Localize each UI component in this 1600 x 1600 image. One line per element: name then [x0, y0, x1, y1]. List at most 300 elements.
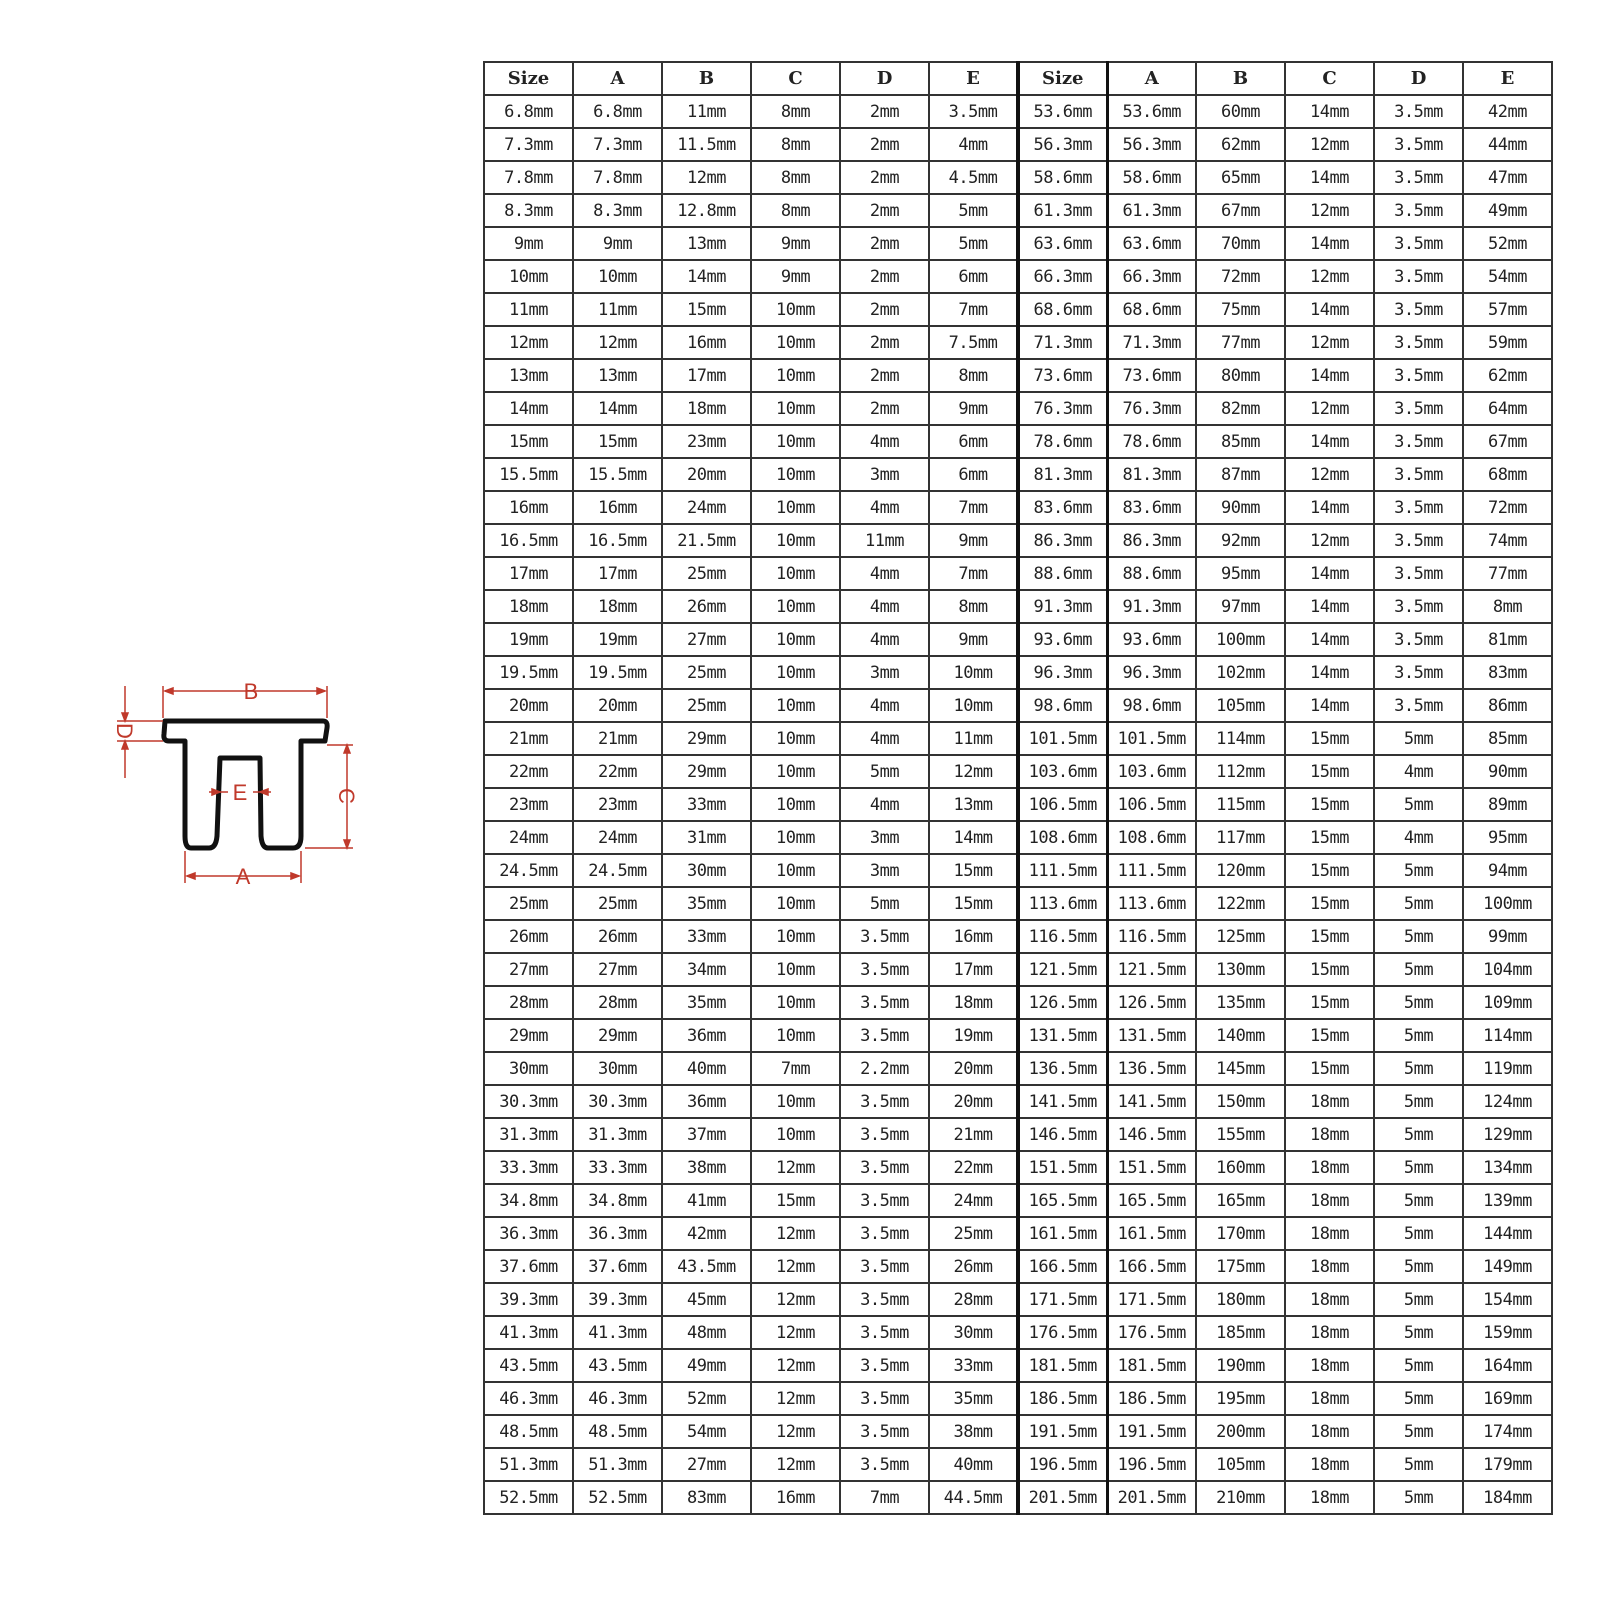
table-cell: 33mm [662, 788, 751, 821]
table-cell: 17mm [484, 557, 573, 590]
table-cell: 98.6mm [1107, 689, 1196, 722]
table-cell: 14mm [929, 821, 1018, 854]
table-cell: 2mm [840, 293, 929, 326]
table-cell: 18mm [1285, 1217, 1374, 1250]
table-cell: 3.5mm [1374, 557, 1463, 590]
table-cell: 106.5mm [1018, 788, 1107, 821]
table-cell: 166.5mm [1107, 1250, 1196, 1283]
table-cell: 11mm [573, 293, 662, 326]
table-cell: 7.8mm [484, 161, 573, 194]
table-cell: 18mm [1285, 1184, 1374, 1217]
table-row [484, 1448, 1552, 1481]
table-cell: 46.3mm [484, 1382, 573, 1415]
table-cell: 25mm [662, 557, 751, 590]
table-cell: 26mm [573, 920, 662, 953]
table-row [484, 95, 1552, 128]
table-cell: 53.6mm [1018, 95, 1107, 128]
table-cell: 3.5mm [840, 1019, 929, 1052]
table-cell: 20mm [484, 689, 573, 722]
table-cell: 71.3mm [1107, 326, 1196, 359]
table-cell: 10mm [751, 491, 840, 524]
table-cell: 30mm [484, 1052, 573, 1085]
table-cell: 72mm [1463, 491, 1552, 524]
table-cell: 2mm [840, 161, 929, 194]
table-cell: 30mm [573, 1052, 662, 1085]
table-cell: 10mm [751, 854, 840, 887]
table-cell: 68.6mm [1018, 293, 1107, 326]
table-cell: 108.6mm [1107, 821, 1196, 854]
table-cell: 124mm [1463, 1085, 1552, 1118]
table-cell: 4mm [840, 623, 929, 656]
table-cell: 58.6mm [1107, 161, 1196, 194]
table-cell: 135mm [1196, 986, 1285, 1019]
table-cell: 67mm [1196, 194, 1285, 227]
column-header: E [929, 62, 1018, 95]
table-cell: 81mm [1463, 623, 1552, 656]
table-cell: 2mm [840, 359, 929, 392]
table-cell: 146.5mm [1018, 1118, 1107, 1151]
column-header: D [840, 62, 929, 95]
table-cell: 60mm [1196, 95, 1285, 128]
table-cell: 114mm [1196, 722, 1285, 755]
table-cell: 48mm [662, 1316, 751, 1349]
table-cell: 10mm [751, 1118, 840, 1151]
table-cell: 17mm [929, 953, 1018, 986]
table-cell: 20mm [662, 458, 751, 491]
table-cell: 139mm [1463, 1184, 1552, 1217]
column-header: B [662, 62, 751, 95]
table-cell: 16mm [484, 491, 573, 524]
table-cell: 131.5mm [1107, 1019, 1196, 1052]
table-cell: 18mm [484, 590, 573, 623]
table-cell: 113.6mm [1018, 887, 1107, 920]
table-cell: 8mm [751, 161, 840, 194]
table-cell: 106.5mm [1107, 788, 1196, 821]
table-cell: 5mm [1374, 986, 1463, 1019]
table-cell: 100mm [1463, 887, 1552, 920]
table-cell: 3.5mm [1374, 392, 1463, 425]
table-cell: 43.5mm [662, 1250, 751, 1283]
table-cell: 184mm [1463, 1481, 1552, 1514]
table-cell: 4mm [840, 788, 929, 821]
table-row [484, 227, 1552, 260]
table-cell: 48.5mm [573, 1415, 662, 1448]
table-cell: 15mm [929, 887, 1018, 920]
table-cell: 78.6mm [1018, 425, 1107, 458]
table-row [484, 128, 1552, 161]
t-plug-dimension-diagram [105, 678, 365, 908]
table-cell: 5mm [1374, 788, 1463, 821]
table-cell: 12mm [751, 1316, 840, 1349]
table-cell: 117mm [1196, 821, 1285, 854]
table-cell: 30mm [662, 854, 751, 887]
table-cell: 10mm [751, 755, 840, 788]
table-cell: 131.5mm [1018, 1019, 1107, 1052]
table-cell: 19.5mm [484, 656, 573, 689]
table-cell: 12mm [1285, 392, 1374, 425]
table-cell: 14mm [1285, 623, 1374, 656]
table-cell: 81.3mm [1018, 458, 1107, 491]
table-cell: 103.6mm [1107, 755, 1196, 788]
table-body [484, 95, 1552, 1514]
table-cell: 97mm [1196, 590, 1285, 623]
table-cell: 39.3mm [484, 1283, 573, 1316]
table-cell: 26mm [662, 590, 751, 623]
table-cell: 68mm [1463, 458, 1552, 491]
table-cell: 12mm [751, 1349, 840, 1382]
table-row [484, 623, 1552, 656]
table-cell: 36mm [662, 1019, 751, 1052]
table-cell: 103.6mm [1018, 755, 1107, 788]
table-cell: 75mm [1196, 293, 1285, 326]
table-cell: 10mm [751, 392, 840, 425]
table-cell: 47mm [1463, 161, 1552, 194]
table-cell: 159mm [1463, 1316, 1552, 1349]
table-cell: 28mm [929, 1283, 1018, 1316]
table-cell: 96.3mm [1107, 656, 1196, 689]
table-cell: 185mm [1196, 1316, 1285, 1349]
table-cell: 102mm [1196, 656, 1285, 689]
table-row [484, 1019, 1552, 1052]
table-row [484, 1184, 1552, 1217]
table-cell: 3.5mm [840, 920, 929, 953]
table-cell: 5mm [1374, 1316, 1463, 1349]
table-cell: 76.3mm [1018, 392, 1107, 425]
table-cell: 3.5mm [1374, 656, 1463, 689]
table-cell: 25mm [484, 887, 573, 920]
table-cell: 27mm [662, 1448, 751, 1481]
table-cell: 3.5mm [840, 953, 929, 986]
table-cell: 2mm [840, 326, 929, 359]
table-cell: 160mm [1196, 1151, 1285, 1184]
table-cell: 56.3mm [1107, 128, 1196, 161]
table-cell: 19.5mm [573, 656, 662, 689]
table-cell: 5mm [1374, 953, 1463, 986]
table-cell: 12.8mm [662, 194, 751, 227]
table-cell: 73.6mm [1018, 359, 1107, 392]
table-cell: 3.5mm [1374, 590, 1463, 623]
table-cell: 3.5mm [840, 1349, 929, 1382]
table-cell: 8mm [751, 194, 840, 227]
table-cell: 14mm [1285, 425, 1374, 458]
table-row [484, 755, 1552, 788]
table-cell: 3.5mm [840, 1448, 929, 1481]
table-cell: 72mm [1196, 260, 1285, 293]
dimension-label-a: A [235, 864, 251, 889]
table-cell: 8.3mm [573, 194, 662, 227]
table-cell: 66.3mm [1107, 260, 1196, 293]
table-cell: 14mm [1285, 293, 1374, 326]
table-cell: 4mm [840, 722, 929, 755]
table-cell: 201.5mm [1107, 1481, 1196, 1514]
table-cell: 171.5mm [1107, 1283, 1196, 1316]
column-header: A [1107, 62, 1196, 95]
table-cell: 116.5mm [1107, 920, 1196, 953]
table-cell: 7.3mm [573, 128, 662, 161]
table-cell: 111.5mm [1107, 854, 1196, 887]
table-cell: 7mm [929, 557, 1018, 590]
table-cell: 176.5mm [1107, 1316, 1196, 1349]
table-cell: 31.3mm [573, 1118, 662, 1151]
table-cell: 64mm [1463, 392, 1552, 425]
table-cell: 23mm [662, 425, 751, 458]
table-cell: 104mm [1463, 953, 1552, 986]
table-cell: 8mm [929, 359, 1018, 392]
table-cell: 28mm [484, 986, 573, 1019]
table-cell: 4mm [840, 491, 929, 524]
table-cell: 26mm [484, 920, 573, 953]
table-cell: 86mm [1463, 689, 1552, 722]
table-cell: 4mm [929, 128, 1018, 161]
table-row [484, 986, 1552, 1019]
table-cell: 93.6mm [1107, 623, 1196, 656]
table-cell: 150mm [1196, 1085, 1285, 1118]
table-cell: 145mm [1196, 1052, 1285, 1085]
table-cell: 12mm [573, 326, 662, 359]
table-row [484, 1118, 1552, 1151]
table-cell: 63.6mm [1107, 227, 1196, 260]
table-cell: 13mm [929, 788, 1018, 821]
table-cell: 61.3mm [1107, 194, 1196, 227]
table-cell: 114mm [1463, 1019, 1552, 1052]
table-row [484, 887, 1552, 920]
table-cell: 3.5mm [840, 1250, 929, 1283]
table-cell: 6.8mm [573, 95, 662, 128]
table-cell: 16mm [662, 326, 751, 359]
table-cell: 25mm [929, 1217, 1018, 1250]
table-cell: 3mm [840, 656, 929, 689]
table-cell: 15mm [1285, 1052, 1374, 1085]
table-cell: 41.3mm [484, 1316, 573, 1349]
table-cell: 42mm [1463, 95, 1552, 128]
table-row [484, 1151, 1552, 1184]
table-cell: 44mm [1463, 128, 1552, 161]
table-cell: 96.3mm [1018, 656, 1107, 689]
table-cell: 134mm [1463, 1151, 1552, 1184]
table-cell: 121.5mm [1018, 953, 1107, 986]
table-cell: 18mm [1285, 1448, 1374, 1481]
table-cell: 18mm [1285, 1085, 1374, 1118]
table-cell: 10mm [929, 689, 1018, 722]
table-cell: 5mm [1374, 1481, 1463, 1514]
table-cell: 14mm [1285, 557, 1374, 590]
table-row [484, 1349, 1552, 1382]
table-cell: 10mm [751, 359, 840, 392]
size-specification-table [483, 61, 1553, 1515]
table-cell: 34.8mm [484, 1184, 573, 1217]
table-cell: 126.5mm [1018, 986, 1107, 1019]
table-cell: 15mm [1285, 788, 1374, 821]
table-cell: 71.3mm [1018, 326, 1107, 359]
column-header: C [751, 62, 840, 95]
table-cell: 15.5mm [484, 458, 573, 491]
table-cell: 140mm [1196, 1019, 1285, 1052]
table-cell: 34.8mm [573, 1184, 662, 1217]
table-cell: 17mm [573, 557, 662, 590]
table-cell: 27mm [662, 623, 751, 656]
table-cell: 21mm [573, 722, 662, 755]
table-cell: 45mm [662, 1283, 751, 1316]
dimension-label-d: D [112, 723, 137, 739]
table-cell: 111.5mm [1018, 854, 1107, 887]
table-cell: 52mm [662, 1382, 751, 1415]
table-cell: 141.5mm [1107, 1085, 1196, 1118]
table-cell: 5mm [840, 887, 929, 920]
table-cell: 10mm [751, 1085, 840, 1118]
table-cell: 62mm [1196, 128, 1285, 161]
table-cell: 22mm [484, 755, 573, 788]
table-row [484, 722, 1552, 755]
table-cell: 56.3mm [1018, 128, 1107, 161]
table-cell: 10mm [751, 524, 840, 557]
table-cell: 165.5mm [1107, 1184, 1196, 1217]
table-row [484, 392, 1552, 425]
table-cell: 9mm [573, 227, 662, 260]
column-header: Size [484, 62, 573, 95]
table-cell: 5mm [1374, 920, 1463, 953]
table-cell: 10mm [751, 920, 840, 953]
table-cell: 15mm [1285, 755, 1374, 788]
table-cell: 3.5mm [1374, 326, 1463, 359]
table-cell: 14mm [1285, 227, 1374, 260]
column-header: D [1374, 62, 1463, 95]
table-cell: 38mm [662, 1151, 751, 1184]
table-cell: 7.5mm [929, 326, 1018, 359]
table-cell: 3mm [840, 458, 929, 491]
table-cell: 13mm [662, 227, 751, 260]
column-header: E [1463, 62, 1552, 95]
dimension-label-c: C [334, 788, 359, 804]
table-cell: 20mm [929, 1052, 1018, 1085]
table-row [484, 821, 1552, 854]
table-cell: 10mm [751, 425, 840, 458]
table-cell: 30.3mm [484, 1085, 573, 1118]
table-cell: 176.5mm [1018, 1316, 1107, 1349]
table-cell: 15mm [1285, 986, 1374, 1019]
table-cell: 170mm [1196, 1217, 1285, 1250]
table-row [484, 260, 1552, 293]
table-cell: 53.6mm [1107, 95, 1196, 128]
table-cell: 30.3mm [573, 1085, 662, 1118]
table-cell: 25mm [573, 887, 662, 920]
table-cell: 100mm [1196, 623, 1285, 656]
table-row [484, 689, 1552, 722]
table-row [484, 953, 1552, 986]
table-cell: 87mm [1196, 458, 1285, 491]
table-row [484, 1283, 1552, 1316]
table-cell: 113.6mm [1107, 887, 1196, 920]
table-cell: 83.6mm [1018, 491, 1107, 524]
table-cell: 86.3mm [1107, 524, 1196, 557]
table-cell: 9mm [484, 227, 573, 260]
table-cell: 33mm [662, 920, 751, 953]
table-cell: 14mm [1285, 491, 1374, 524]
table-cell: 129mm [1463, 1118, 1552, 1151]
table-cell: 40mm [929, 1448, 1018, 1481]
table-cell: 3.5mm [1374, 194, 1463, 227]
table-row [484, 524, 1552, 557]
table-row [484, 359, 1552, 392]
table-cell: 12mm [1285, 326, 1374, 359]
table-row [484, 1415, 1552, 1448]
table-cell: 12mm [751, 1283, 840, 1316]
table-row [484, 326, 1552, 359]
table-cell: 3.5mm [840, 1085, 929, 1118]
table-cell: 12mm [1285, 128, 1374, 161]
table-cell: 3.5mm [929, 95, 1018, 128]
table-cell: 19mm [929, 1019, 1018, 1052]
table-cell: 39.3mm [573, 1283, 662, 1316]
table-cell: 8mm [1463, 590, 1552, 623]
table-cell: 186.5mm [1018, 1382, 1107, 1415]
table-cell: 18mm [1285, 1481, 1374, 1514]
table-cell: 12mm [484, 326, 573, 359]
table-cell: 14mm [1285, 656, 1374, 689]
table-cell: 169mm [1463, 1382, 1552, 1415]
table-cell: 11.5mm [662, 128, 751, 161]
table-cell: 119mm [1463, 1052, 1552, 1085]
table-cell: 3.5mm [1374, 458, 1463, 491]
table-cell: 136.5mm [1107, 1052, 1196, 1085]
table-cell: 18mm [1285, 1349, 1374, 1382]
table-cell: 101.5mm [1018, 722, 1107, 755]
table-cell: 10mm [751, 887, 840, 920]
table-cell: 112mm [1196, 755, 1285, 788]
table-cell: 180mm [1196, 1283, 1285, 1316]
table-cell: 29mm [662, 722, 751, 755]
table-cell: 165mm [1196, 1184, 1285, 1217]
table-cell: 3.5mm [1374, 227, 1463, 260]
table-cell: 29mm [573, 1019, 662, 1052]
table-cell: 14mm [484, 392, 573, 425]
table-cell: 92mm [1196, 524, 1285, 557]
table-cell: 14mm [1285, 161, 1374, 194]
table-cell: 7.8mm [573, 161, 662, 194]
table-cell: 77mm [1463, 557, 1552, 590]
table-cell: 5mm [1374, 1349, 1463, 1382]
table-row [484, 1316, 1552, 1349]
table-cell: 10mm [751, 821, 840, 854]
table-cell: 151.5mm [1018, 1151, 1107, 1184]
table-cell: 3.5mm [1374, 293, 1463, 326]
table-cell: 3.5mm [1374, 524, 1463, 557]
table-cell: 35mm [662, 887, 751, 920]
table-cell: 4mm [840, 425, 929, 458]
table-cell: 12mm [1285, 524, 1374, 557]
table-cell: 15mm [1285, 854, 1374, 887]
table-cell: 20mm [573, 689, 662, 722]
column-header: Size [1018, 62, 1107, 95]
table-cell: 10mm [751, 788, 840, 821]
table-cell: 121.5mm [1107, 953, 1196, 986]
table-cell: 54mm [1463, 260, 1552, 293]
table-cell: 125mm [1196, 920, 1285, 953]
table-cell: 67mm [1463, 425, 1552, 458]
table-cell: 51.3mm [573, 1448, 662, 1481]
table-cell: 86.3mm [1018, 524, 1107, 557]
table-cell: 90mm [1463, 755, 1552, 788]
table-cell: 3.5mm [840, 1283, 929, 1316]
table-cell: 2mm [840, 95, 929, 128]
table-cell: 18mm [573, 590, 662, 623]
table-cell: 3.5mm [1374, 95, 1463, 128]
table-cell: 20mm [929, 1085, 1018, 1118]
table-cell: 80mm [1196, 359, 1285, 392]
table-cell: 91.3mm [1018, 590, 1107, 623]
table-row [484, 788, 1552, 821]
table-cell: 82mm [1196, 392, 1285, 425]
table-cell: 15.5mm [573, 458, 662, 491]
